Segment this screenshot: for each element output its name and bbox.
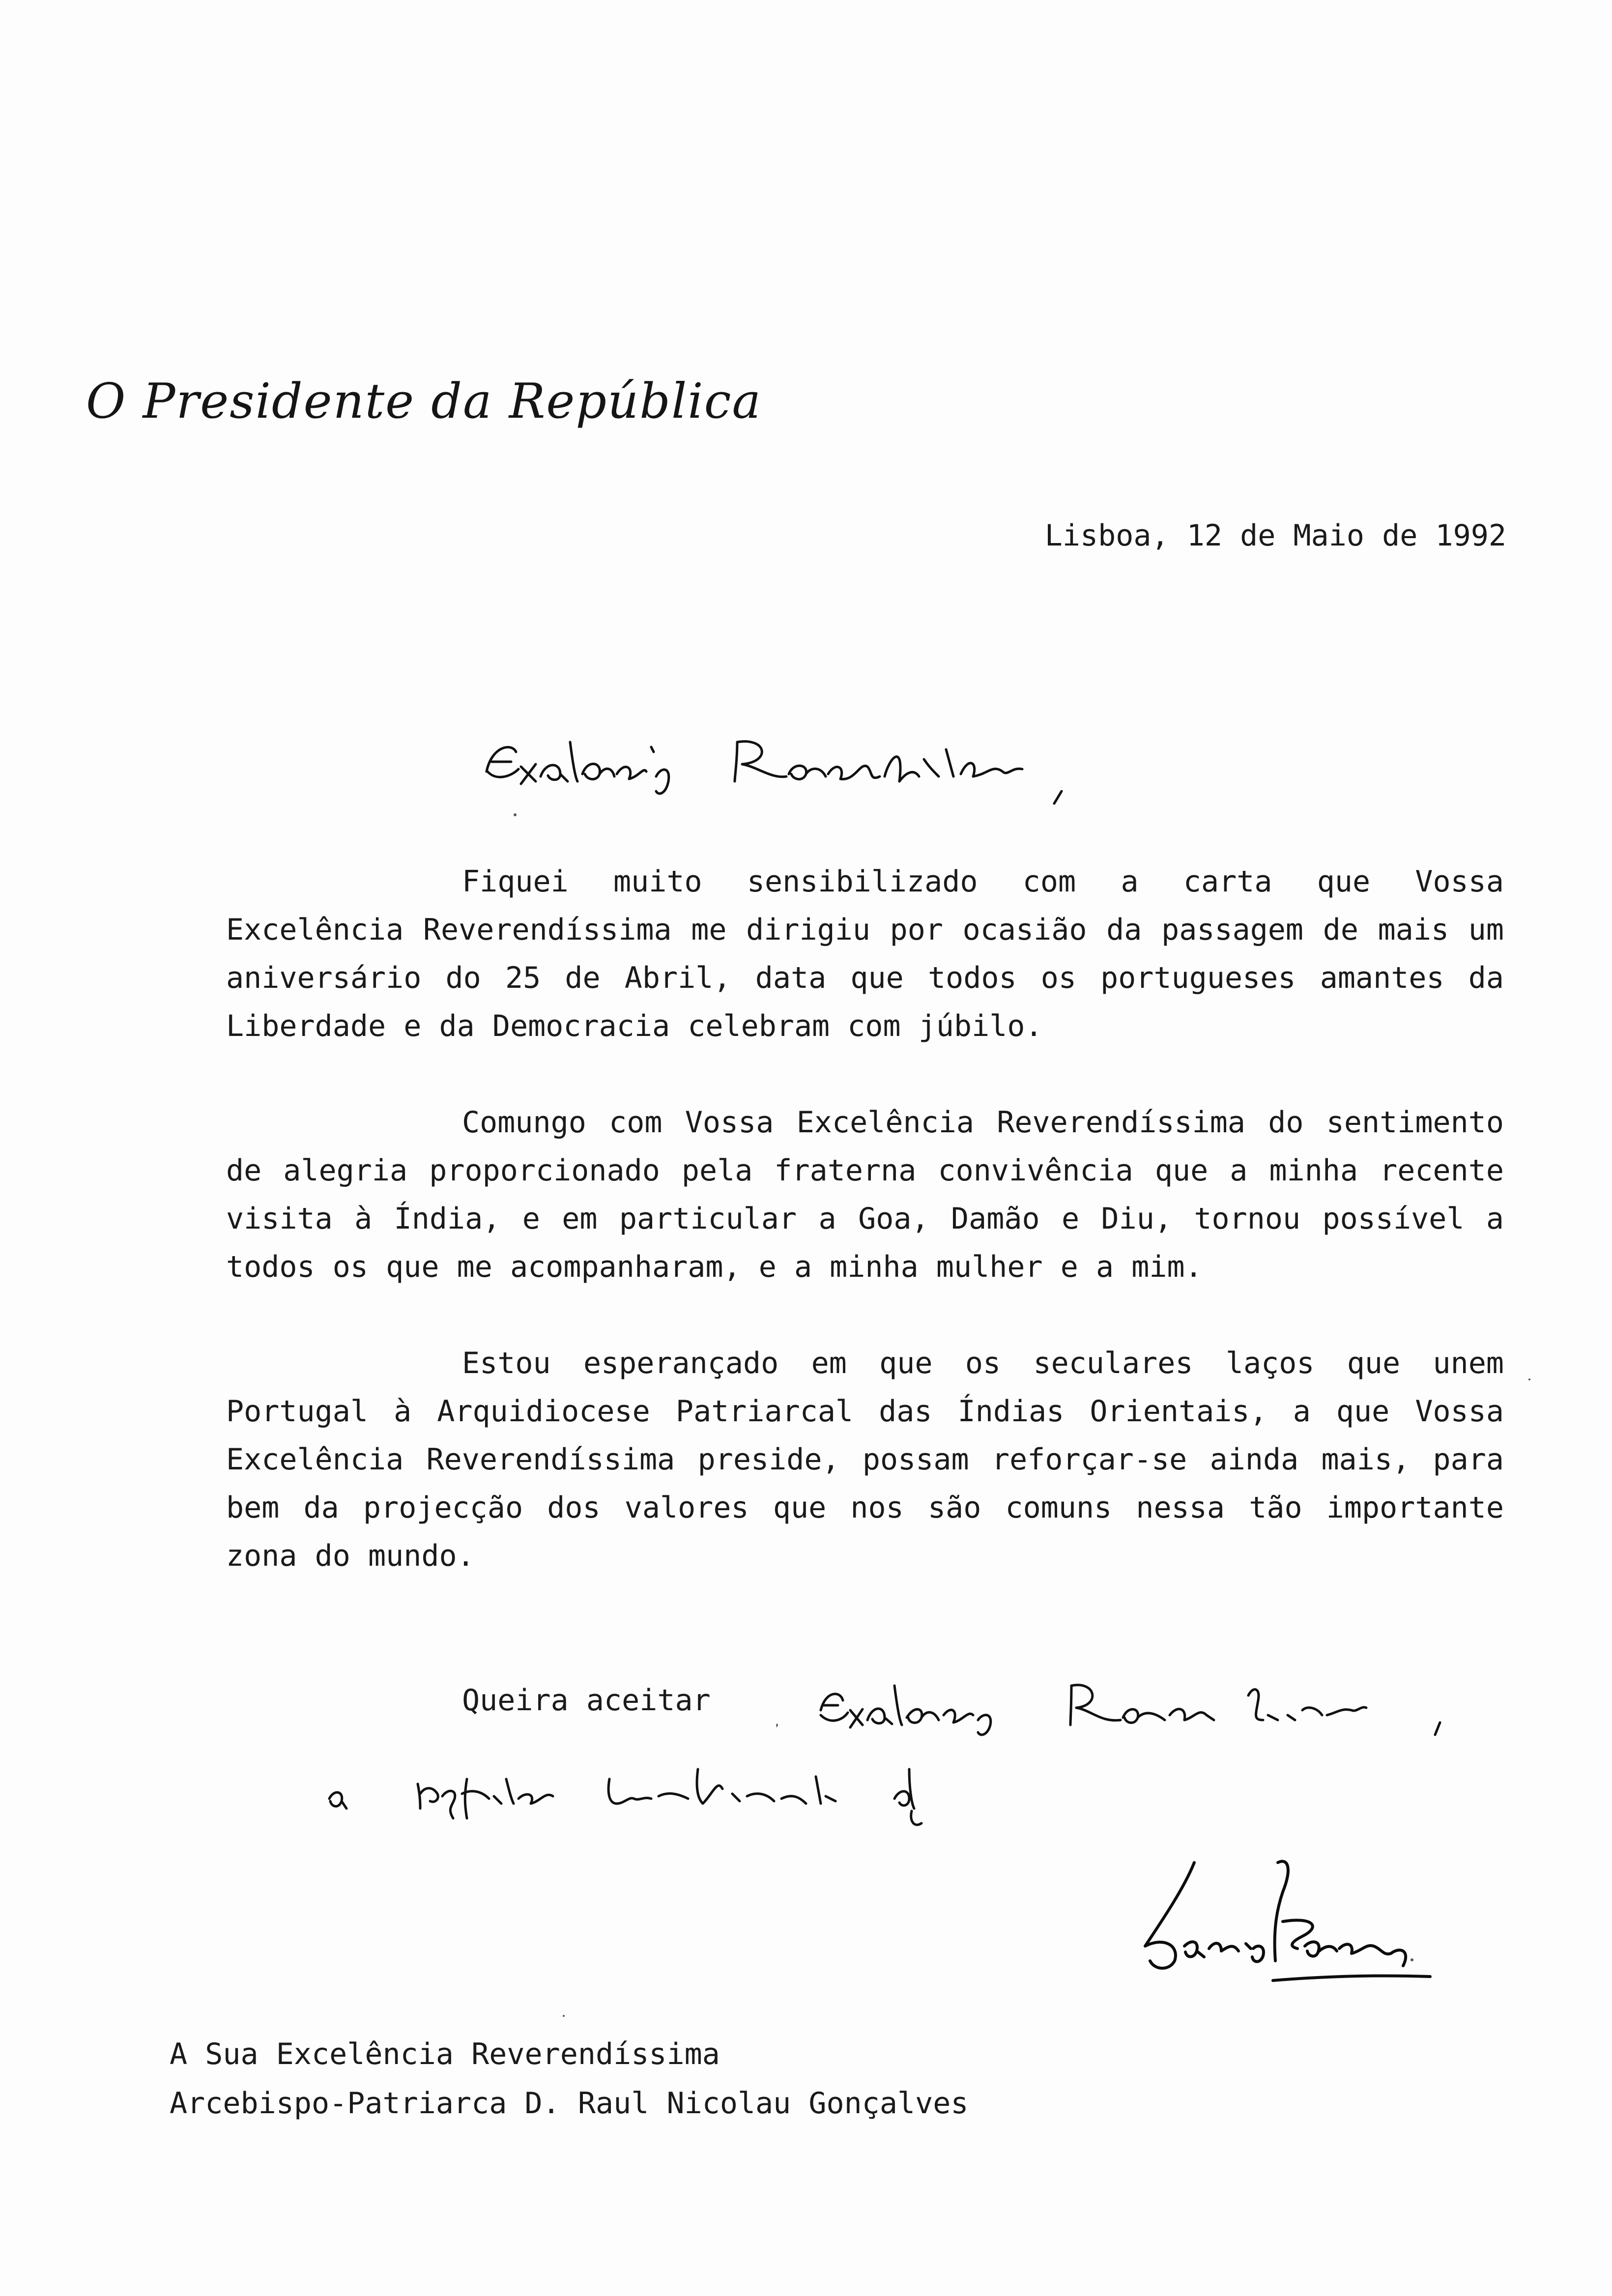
paper-speck	[563, 2015, 565, 2017]
letterhead-title: O Presidente da República	[86, 373, 762, 430]
closing-typed: Queira aceitar	[462, 1683, 711, 1718]
paragraph-1: Fiquei muito sensibilizado com a carta que Vossa Excelência Reverendíssima me dirigiu por ocasião da passagem de mais um aniversário do 25 de Abril, data que todos os portugueses amantes da Liberdade e da Democracia celebram com júbilo.	[226, 864, 1504, 1043]
addressee-line-1: A Sua Excelência Reverendíssima	[170, 2037, 720, 2071]
signature	[1135, 1848, 1450, 2010]
handwritten-closing-1	[777, 1666, 1474, 1745]
letter-date: Lisboa, 12 de Maio de 1992	[1044, 518, 1506, 553]
paper-speck	[1410, 1958, 1413, 1961]
paper-speck	[514, 813, 517, 816]
letter-body	[226, 858, 1504, 1628]
paragraph-3: Estou esperançado em que os seculares laços que unem Portugal à Arquidiocese Patriarcal das Índias Orientais, a que Vossa Excelência Reverendíssima preside, possam reforçar-se ainda mais, para bem da projecção dos valores que nos são comuns nessa tão importante zona do mundo.	[226, 1346, 1504, 1573]
paper-speck	[1528, 1378, 1530, 1380]
addressee-line-2: Arcebispo-Patriarca D. Raul Nicolau Gonçalves	[170, 2086, 969, 2121]
paragraph-2: Comungo com Vossa Excelência Reverendíssima do sentimento de alegria proporcionado pela fraterna convivência que a minha recente visita à Índia, e em particular a Goa, Damão e Diu, tornou possível a todos os que me acompanharam, e a minha mulher e a mim.	[226, 1105, 1504, 1284]
addressee-block	[170, 2030, 969, 2128]
handwritten-closing-2	[324, 1750, 1160, 1833]
handwritten-salutation	[482, 713, 1096, 811]
